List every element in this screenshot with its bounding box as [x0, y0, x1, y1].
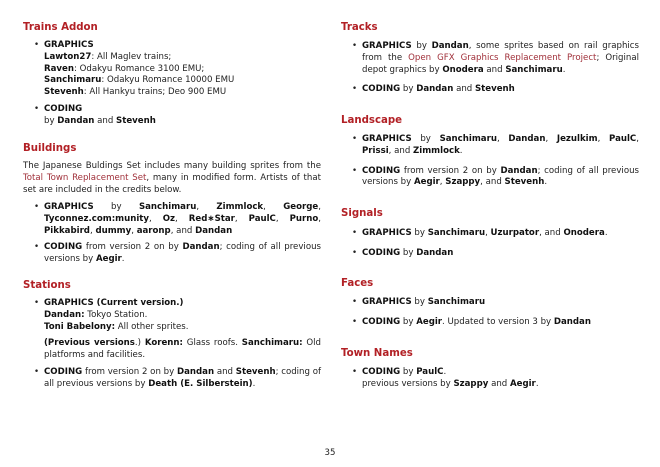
list-item-coding: • CODING from version 2 on by Dandan; coding of all previous versions by Aegir.	[34, 242, 321, 265]
bullet-icon: •	[34, 202, 40, 212]
bullet-icon: •	[34, 40, 40, 50]
list-item-graphics: • GRAPHICS by Sanchimaru	[352, 297, 486, 307]
list-item-graphics: • GRAPHICS (Current version.) Dandan: Tokyo Station. Toni Babelony: All other sprites. (Previous versions.) Korenn: Glass roofs. Sanchimaru: Old platforms and facilities.	[34, 298, 322, 361]
bullet-icon: •	[352, 228, 358, 238]
signals-list	[341, 228, 639, 260]
bullet-icon: •	[34, 298, 40, 308]
stations-list	[23, 298, 321, 391]
credit-line: Lawton27: All Maglev trains;	[44, 51, 172, 62]
list-item-graphics: • GRAPHICS by Sanchimaru, Zimmlock, George, Tyconnez.com:munity, Oz, Red∗Star, PaulC, Purno, Pikkabird, dummy, aaronp, and Dandan	[34, 202, 322, 236]
town-names-list	[341, 367, 639, 391]
page-number: 35	[324, 448, 336, 458]
section-heading-town-names: Town Names	[341, 348, 413, 359]
credit-line: Sanchimaru: Odakyu Romance 10000 EMU	[44, 75, 235, 86]
bullet-icon: •	[352, 134, 358, 144]
credit-line: Raven: Odakyu Romance 3100 EMU;	[44, 63, 205, 74]
list-item-coding: • CODING by Dandan	[352, 247, 454, 258]
list-item-graphics: • GRAPHICS Lawton27: All Maglev trains; Raven: Odakyu Romance 3100 EMU; Sanchimaru: Odakyu Romance 10000 EMU Stevenh: All Hankyu trains; Deo 900 EMU	[23, 40, 321, 99]
section-heading-faces: Faces	[341, 278, 374, 289]
list-item-graphics: • GRAPHICS by Sanchimaru, Dandan, Jezulkim, PaulC, Prissi, and Zimmlock.	[352, 134, 639, 156]
list-item-coding: • CODING by Aegir. Updated to version 3 by Dandan	[352, 316, 591, 327]
section-heading-stations: Stations	[23, 280, 71, 291]
bullet-icon: •	[352, 316, 358, 327]
list-item-coding: • CODING from version 2 on by Dandan and Stevenh; coding of all previous versions by Death (E. Silberstein).	[34, 366, 321, 389]
previous-versions-note: (Previous versions.) Korenn: Glass roofs. Sanchimaru: Old platforms and facilities.	[44, 338, 322, 361]
bullet-icon: •	[352, 84, 358, 95]
bullet-icon: •	[352, 247, 358, 258]
bullet-icon: •	[352, 297, 358, 307]
section-heading-landscape: Landscape	[341, 115, 403, 126]
bullet-icon: •	[352, 367, 358, 377]
bullet-icon: •	[352, 165, 358, 176]
total-town-replacement-link[interactable]: Total Town Replacement Set	[23, 172, 147, 183]
list-item-graphics: • GRAPHICS by Dandan, some sprites based on rail graphics from the Open GFX Graphics Replacement Project; Original depot graphics by Onodera and Sanchimaru.	[352, 41, 639, 75]
bullet-icon: •	[34, 366, 40, 377]
bullet-icon: •	[352, 41, 358, 51]
list-item-coding: • CODING by PaulC. previous versions by Szappy and Aegir.	[352, 367, 539, 389]
landscape-list	[341, 134, 639, 189]
buildings-list	[23, 202, 321, 266]
tracks-list	[341, 41, 639, 96]
section-heading-trains-addon: Trains Addon	[23, 22, 98, 33]
section-heading-signals: Signals	[341, 208, 383, 219]
buildings-intro: The Japanese Buldings Set includes many building sprites from the Total Town Replacement Set, many in modified form. Artists of that set are included in the credits below.	[23, 161, 322, 195]
trains-addon-list	[23, 40, 321, 128]
credit-line: Stevenh: All Hankyu trains; Deo 900 EMU	[44, 87, 227, 98]
bullet-icon: •	[34, 103, 40, 114]
section-heading-tracks: Tracks	[341, 22, 378, 33]
section-heading-buildings: Buildings	[23, 143, 77, 154]
bullet-icon: •	[34, 242, 40, 253]
list-item-coding: • CODING from version 2 on by Dandan; coding of all previous versions by Aegir, Szappy, and Stevenh.	[352, 165, 639, 188]
open-gfx-link[interactable]: Open GFX Graphics Replacement Project	[408, 52, 597, 63]
list-item-coding: • CODING by Dandan and Stevenh	[352, 84, 515, 95]
faces-list	[341, 297, 639, 329]
list-item-graphics: • GRAPHICS by Sanchimaru, Uzurpator, and Onodera.	[352, 228, 608, 238]
list-item-coding: • CODING by Dandan and Stevenh	[34, 103, 156, 126]
